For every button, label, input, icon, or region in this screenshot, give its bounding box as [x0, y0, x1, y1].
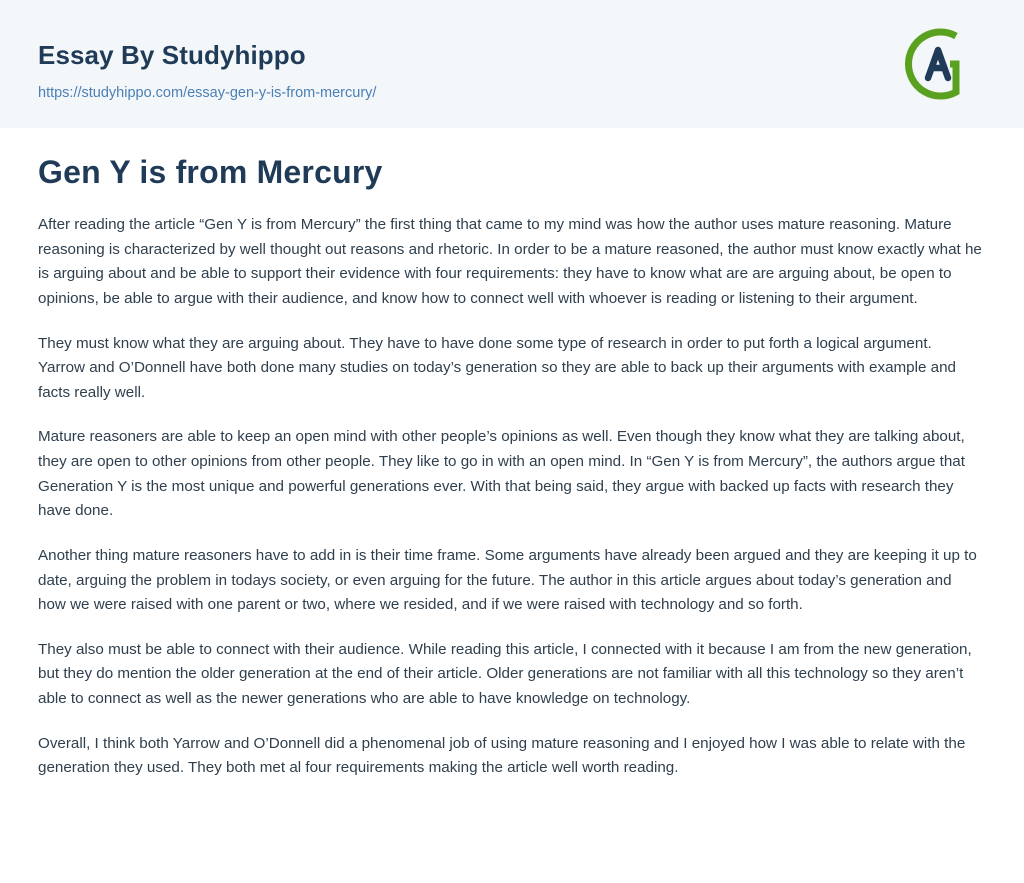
paragraph-3: Mature reasoners are able to keep an open mind with other people’s opinions as well. Even though they know what they are talking about, they are open to other opinions from other people. They like to go in with an open mind. In “Gen Y is from Mercury”, the authors argue that Generation Y is the most unique and powerful generations ever. With that being said, they argue with backed up facts with research they have done.	[38, 428, 965, 520]
paragraph-6: Overall, I think both Yarrow and O’Donnell did a phenomenal job of using mature reasoning and I enjoyed how I was able to relate with the generation they used. They both met al four requirements making the article well worth reading.	[38, 734, 966, 777]
paragraph-4: Another thing mature reasoners have to add in is their time frame. Some arguments have already been argued and they are keeping it up to date, arguing the problem in todays society, or even arguing for the future. The author in this article argues about today’s generation and how we were raised with one parent or two, where we resided, and if we were raised with technology and so forth.	[38, 546, 977, 614]
site-header	[0, 0, 1024, 128]
source-url-link[interactable]: https://studyhippo.com/essay-gen-y-is-from-mercury/	[38, 85, 377, 101]
page-title: Gen Y is from Mercury	[38, 154, 383, 190]
paragraph-2: They must know what they are arguing about. They have to have done some type of research in order to put forth a logical argument. Yarrow and O’Donnell have both done many studies on today’s generation so they are able to back up their arguments with example and facts really well.	[38, 334, 956, 401]
studyhippo-logo-icon	[894, 20, 982, 108]
paragraph-1: After reading the article “Gen Y is from Mercury” the first thing that came to my mind was how the author uses mature reasoning. Mature reasoning is characterized by well thought out reasons and rhetoric. In order to be a mature reasoned, the author must know exactly what he is arguing about and be able to support their evidence with four requirements: they have to know what are are arguing about, be open to opinions, be able to argue with their audience, and know how to connect well with whoever is reading or listening to their argument.	[38, 216, 982, 307]
paragraph-5: They also must be able to connect with their audience. While reading this article, I connected with it because I am from the new generation, but they do mention the older generation at the end of their article. Older generations are not familiar with all this technology so they aren’t able to connect as well as the newer generations who are able to have knowledge on technology.	[38, 640, 972, 707]
document-content	[0, 128, 1024, 883]
site-title: Essay By Studyhippo	[38, 40, 306, 70]
